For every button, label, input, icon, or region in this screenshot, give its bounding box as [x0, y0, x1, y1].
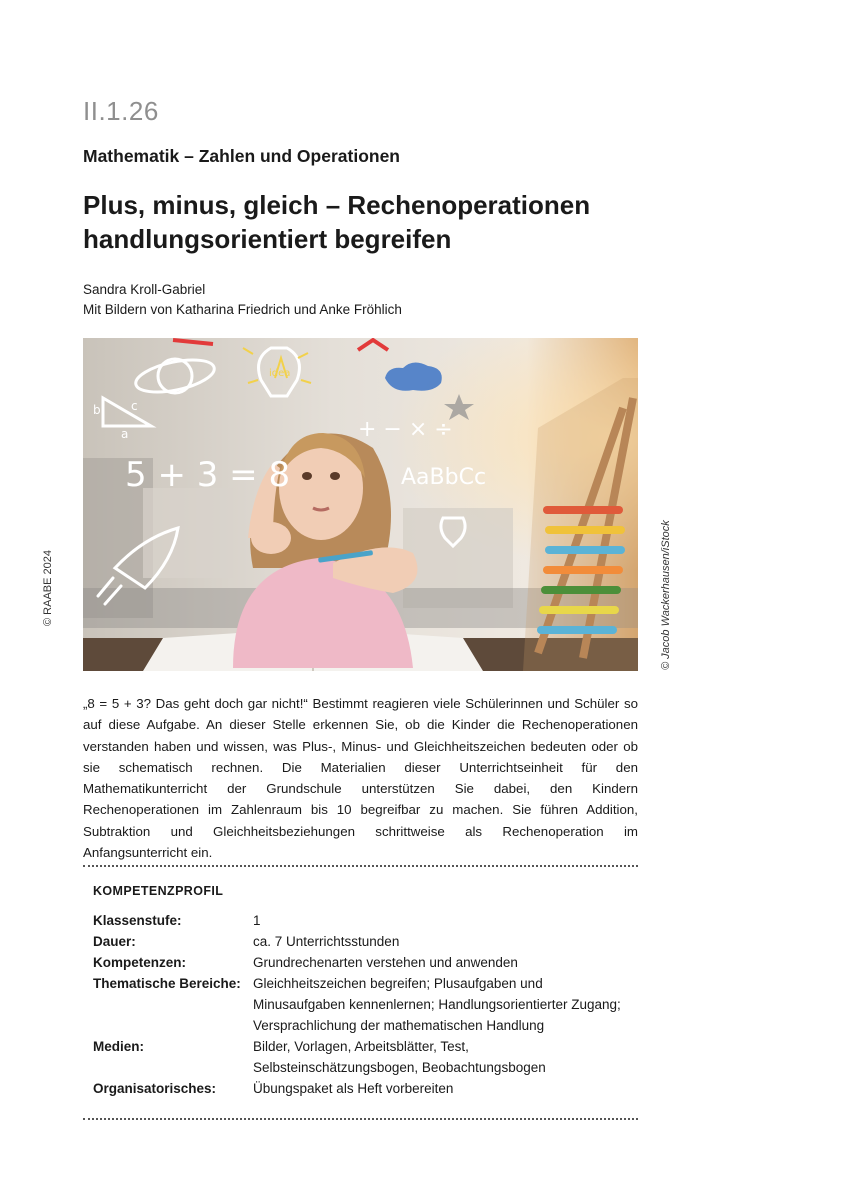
- title-line-1: Plus, minus, gleich – Rechenoperationen: [83, 190, 591, 220]
- author-block: [83, 280, 402, 320]
- equation-doodle: 5 + 3 = 8: [125, 455, 291, 495]
- profile-row: [93, 1078, 638, 1099]
- page-title: [83, 188, 643, 256]
- dotted-divider-top: [83, 865, 638, 867]
- title-line-2: handlungsorientiert begreifen: [83, 224, 452, 254]
- geo-label-c: c: [131, 399, 138, 413]
- profile-row: [93, 1036, 638, 1078]
- profile-row: [93, 910, 638, 931]
- unit-code: II.1.26: [83, 96, 159, 126]
- profile-row: [93, 931, 638, 952]
- profile-heading: KOMPETENZPROFIL: [93, 884, 224, 898]
- profile-row: [93, 973, 638, 1036]
- geo-label-a: a: [121, 427, 129, 441]
- profile-label: Kompetenzen:: [93, 955, 187, 970]
- profile-value: ca. 7 Unterrichtsstunden: [253, 934, 400, 949]
- profile-label: Dauer:: [93, 934, 136, 949]
- operators-doodle: + − × ÷: [358, 417, 453, 442]
- bulb-text-doodle: idea: [269, 368, 291, 379]
- profile-value: 1: [253, 913, 261, 928]
- dotted-divider-bottom: [83, 1118, 638, 1120]
- profile-value: Übungspaket als Heft vorbereiten: [253, 1081, 454, 1096]
- letters-doodle: AaBbCc: [401, 465, 487, 490]
- cover-photo: [83, 338, 638, 671]
- geo-label-b: b: [93, 403, 101, 417]
- subject-heading: Mathematik – Zahlen und Operationen: [83, 146, 400, 166]
- competence-profile: [93, 884, 638, 1099]
- intro-paragraph: „8 = 5 + 3? Das geht doch gar nicht!“ Bestimmt reagieren viele Schülerinnen und Schüler so auf diese Aufgabe. An dieser Stelle erkennen Sie, ob die Kinder die Rechenoperationen verstanden haben und wissen, was Plus-, Minus- und Gleichheitszeichen bedeuten oder ob sie schematisch rechnen. Die Materialien dieser Unterrichtseinheit für den Mathematikunterricht der Grundschule unterstützen Sie dabei, den Kindern Rechenoperationen im Zahlenraum bis 10 begreifbar zu machen. Sie führen Addition, Subtraktion und Gleichheitsbeziehungen schrittweise als Rechenoperation im Anfangsunterricht ein.: [83, 696, 638, 861]
- profile-label: Organisatorisches:: [93, 1081, 217, 1096]
- photo-credit: © Jacob Wackerhausen/iStock: [660, 520, 672, 670]
- profile-value: Bilder, Vorlagen, Arbeitsblätter, Test, Selbsteinschätzungsbogen, Beobachtungsbogen: [253, 1039, 546, 1075]
- profile-value: Gleichheitszeichen begreifen; Plusaufgaben und Minusaufgaben kennenlernen; Handlungsorientierter Zugang; Versprachlichung der mathematischen Handlung: [253, 976, 621, 1033]
- author-name: Sandra Kroll-Gabriel: [83, 282, 206, 297]
- profile-row: [93, 952, 638, 973]
- profile-label: Medien:: [93, 1039, 145, 1054]
- illustrators-note: Mit Bildern von Katharina Friedrich und Anke Fröhlich: [83, 302, 402, 317]
- cover-photo-illustration: [83, 338, 638, 671]
- profile-label: Thematische Bereiche:: [93, 976, 241, 991]
- profile-label: Klassenstufe:: [93, 913, 182, 928]
- profile-value: Grundrechenarten verstehen und anwenden: [253, 955, 518, 970]
- publisher-copyright: © RAABE 2024: [42, 550, 54, 626]
